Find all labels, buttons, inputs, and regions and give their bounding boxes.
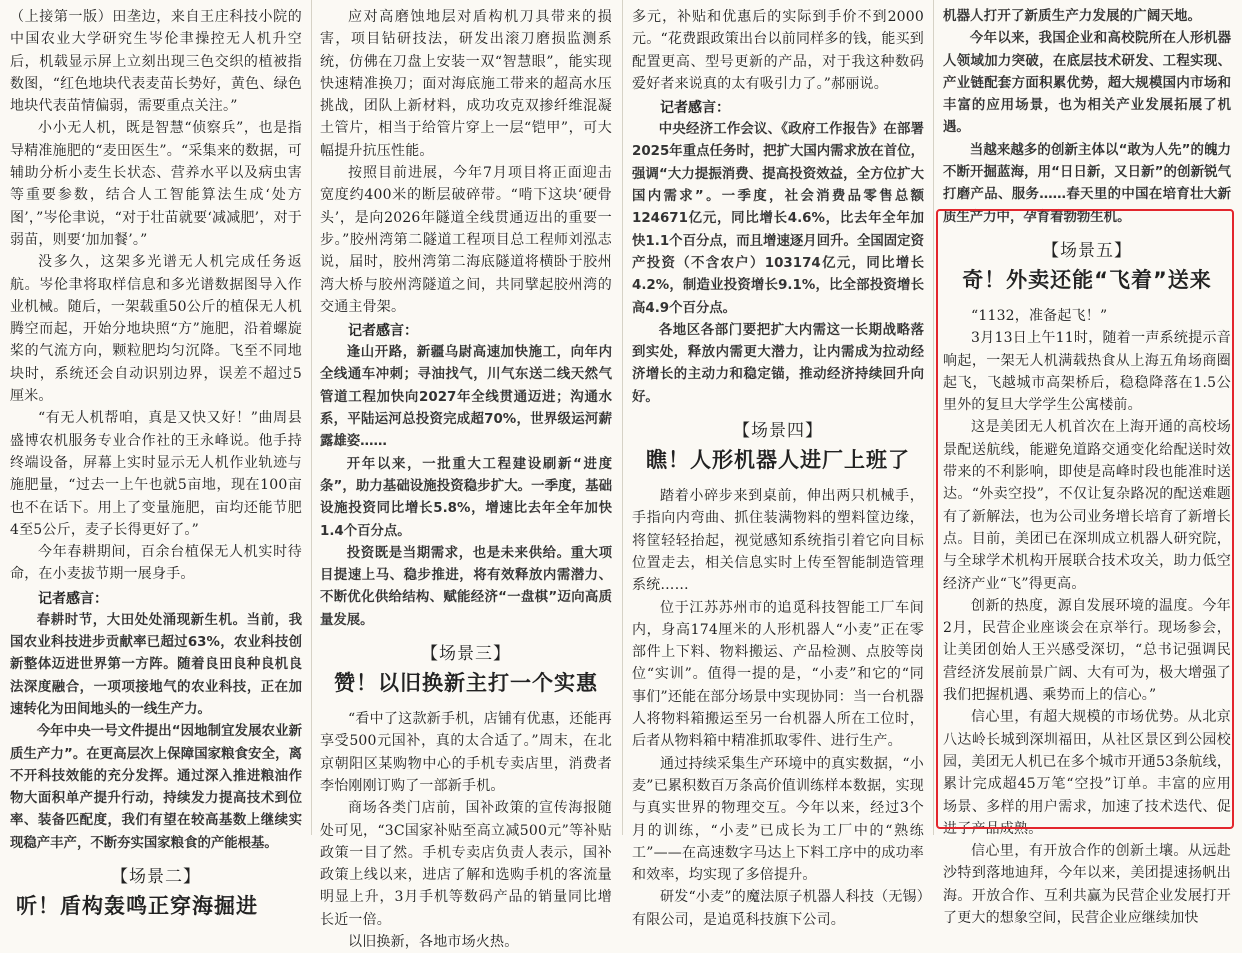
reporter-note-paragraph: 投资既是当期需求，也是未来供给。重大项目提速上马、稳步推进，将有效释放内需潜力、不断优化供给结构、赋能经济“一盘棋”迈向高质量发展。 xyxy=(320,545,612,628)
column-4 xyxy=(943,6,1232,926)
article-paragraph: 应对高磨蚀地层对盾构机刀具带来的损害，项目钻研技法，研发出滚刀磨损监测系统，仿佛在刀盘上安装一双“智慧眼”，能实现快速精准换刀；面对海底施工带来的超高水压挑战，团队上新材料，成功攻克双掺纤维混凝土管片，相当于给管片穿上一层“铠甲”，可大幅提升抗压性能。 xyxy=(320,9,612,159)
scene-label: 【场景五】 xyxy=(1042,240,1132,261)
scene-label: 【场景三】 xyxy=(421,644,511,665)
scene-title: 听！盾构轰鸣正穿海掘进 xyxy=(16,893,258,918)
article-paragraph: 按照目前进展，今年7月项目将正面迎击宽度约400米的断层破碎带。“啃下这块‘硬骨头’，是向2026年隧道全线贯通迈出的重要一步。”胶州湾第二隧道工程项目总工程师刘泓志说，届时，胶州湾第二海底隧道将横卧于胶州湾大桥与胶州湾隧道之间，共同擘起胶州湾的交通主骨架。 xyxy=(320,165,612,315)
article-paragraph: “看中了这款新手机，店铺有优惠，还能再享受500元国补，真的太合适了。”周末，在北京朝阳区某购物中心的手机专卖店里，消费者李怡刚刚订购了一部新手机。 xyxy=(320,711,612,794)
article-paragraph: 位于江苏苏州市的追觅科技智能工厂车间内，身高174厘米的人形机器人“小麦”正在零部件上下料、物料搬运、产品检测、点胶等岗位“实训”。值得一提的是，“小麦”和它的“同事们”还能在部分场景中实现协同：当一台机器人将物料箱搬运至另一台机器人所在工位时，后者从物料箱中精准抓取零件、进行生产。 xyxy=(632,599,924,750)
article-paragraph: 创新的热度，源自发展环境的温度。今年2月，民营企业座谈会在京举行。现场参会，让美团创始人王兴感受深切，“总书记强调民营经济发展前景广阔、大有可为，极大增强了我们把握机遇、乘势而上的信心。” xyxy=(943,597,1231,704)
article-paragraph: 3月13日上午11时，随着一声系统提示音响起，一架无人机满载热食从上海五角场商圈起飞，飞越城市高架桥后，稳稳降落在1.5公里外的复旦大学学生公寓楼前。 xyxy=(943,330,1231,414)
column-divider xyxy=(622,0,623,835)
scene-title: 奇！外卖还能“飞着”送来 xyxy=(962,267,1212,292)
reporter-note-label: 记者感言： xyxy=(38,590,108,607)
column-divider xyxy=(933,0,934,835)
article-paragraph: （上接第一版）田垄边，来自王庄科技小院的中国农业大学研究生岑伦聿操控无人机升空后，机载显示屏上立刻出现三色交织的植被指数图，“红色地块代表麦苗长势好，黄色、绿色地块代表苗情偏弱，需要重点关注。” xyxy=(10,9,302,115)
article-paragraph: 这是美团无人机首次在上海开通的高校场景配送航线，能避免道路交通变化给配送时效带来的不利影响，即使是高峰时段也能准时送达。“外卖空投”，不仅让复杂路况的配送难题有了新解法，也为公司业务增长培育了新增长点。目前，美团已在深圳成立机器人研究院，与全球学术机构开展联合技术攻关，助力低空经济产业“飞”得更高。 xyxy=(943,419,1231,592)
reporter-note-paragraph: 开年以来，一批重大工程建设刷新“进度条”，助力基础设施投资稳步扩大。一季度，基础设施投资同比增长5.8%，增速比去年全年加快1.4个百分点。 xyxy=(320,456,612,539)
reporter-note-paragraph: 春耕时节，大田处处涌现新生机。当前，我国农业科技进步贡献率已超过63%，农业科技创新整体迈进世界第一方阵。随着良田良种良机良法深度融合，一项项接地气的农业科技，正在加速转化为田间地头的一线生产力。 xyxy=(10,612,302,717)
article-paragraph: 信心里，有开放合作的创新土壤。从远赴沙特到落地迪拜，今年以来，美团提速扬帆出海。开放合作、互利共赢为民营企业发展打开了更大的想象空间，民营企业应继续加快 xyxy=(943,843,1231,926)
reporter-note-label: 记者感言： xyxy=(660,100,730,117)
scene-title: 赞！以旧换新主打一个实惠 xyxy=(334,671,598,696)
article-paragraph: 多元，补贴和优惠后的实际到手价不到2000元。“花费跟政策出台以前同样多的钱，能买到配置更高、型号更新的产品，对于我这种数码爱好者来说真的太有吸引力了。”郝丽说。 xyxy=(632,9,924,92)
reporter-note-paragraph: 各地区各部门要把扩大内需这一长期战略落到实处，释放内需更大潜力，让内需成为拉动经济增长的主动力和稳定锚，推动经济持续回升向好。 xyxy=(632,322,924,405)
reporter-note-paragraph: 中央经济工作会议、《政府工作报告》在部署2025年重点任务时，把扩大国内需求放在首位，强调“大力提振消费、提高投资效益，全方位扩大国内需求”。一季度，社会消费品零售总额124671亿元，同比增长4.6%，比去年全年加快1.1个百分点，而且增速逐月回升。全国固定资产投资（不含农户）103174亿元，同比增长4.2%，制造业投资增长9.1%，比全部投资增长高4.9个百分点。 xyxy=(632,122,924,316)
article-paragraph: “1132，准备起飞！” xyxy=(971,307,1108,324)
article-paragraph: 今年春耕期间，百余台植保无人机实时待命，在小麦拔节期一展身手。 xyxy=(10,544,302,583)
column-divider xyxy=(311,0,312,835)
reporter-note-paragraph: 今年以来，我国企业和高校院所在人形机器人领域加力突破，在底层技术研发、工程实现、产业链配套方面积累优势，超大规模国内市场和丰富的应用场景，也为相关产业发展拓展了机遇。 xyxy=(943,31,1231,136)
article-paragraph: “有无人机帮咱，真是又快又好！”曲周县盛博农机服务专业合作社的王永峰说。他手持终端设备，屏幕上实时显示无人机作业轨迹与施肥量，“过去一上午也就5亩地，现在100亩也不在话下。用上了变量施肥，亩均还能节肥4至5公斤，麦子长得更好了。” xyxy=(10,410,302,538)
article-paragraph: 通过持续采集生产环境中的真实数据，“小麦”已累积数百万条高价值训练样本数据，实现与真实世界的物理交互。今年以来，经过3个月的训练，“小麦”已成长为工厂中的“熟练工”——在高速数字马达上下料工序中的成功率和效率，均实现了多倍提升。 xyxy=(632,755,924,884)
article-paragraph: 没多久，这架多光谱无人机完成任务返航。岑伦聿将取样信息和多光谱数据图导入作业机械。随后，一架载重50公斤的植保无人机腾空而起，开始分地块照“方”施肥，沿着螺旋桨的气流方向，颗粒肥均匀沉降。飞至不同地块时，系统还会自动识别边界，误差不超过5厘米。 xyxy=(10,254,302,405)
article-paragraph: 以旧换新，各地市场火热。 xyxy=(348,933,519,950)
reporter-note-paragraph: 今年中央一号文件提出“因地制宜发展农业新质生产力”。在更高层次上保障国家粮食安全，离不开科技效能的充分发挥。通过深入推进粮油作物大面积单产提升行动，持续发力提高技术到位率、装备匹配度，我们有望在较高基数上继续实现稳产丰产，不断夯实国家粮食的产能根基。 xyxy=(10,724,302,851)
scene-label: 【场景四】 xyxy=(733,421,823,442)
column-3 xyxy=(632,6,924,928)
article-paragraph: 研发“小麦”的魔法原子机器人科技（无锡）有限公司，是追觅科技旗下公司。 xyxy=(632,889,924,928)
reporter-note-paragraph: 当越来越多的创新主体以“敢为人先”的魄力不断开掘蓝海，用“日日新，又日新”的创新锐气打磨产品、服务……春天里的中国在培育壮大新质生产力中，孕育着勃勃生机。 xyxy=(943,142,1231,225)
reporter-note-paragraph: 机器人打开了新质生产力发展的广阔天地。 xyxy=(943,9,1202,24)
scene-label: 【场景二】 xyxy=(111,866,201,887)
column-2 xyxy=(320,6,612,950)
article-paragraph: 信心里，有超大规模的市场优势。从北京八达岭长城到深圳福田，从社区景区到公园校园，美团无人机已在多个城市开通53条航线，累计完成超45万笔“空投”订单。丰富的应用场景、多样的用户需求，加速了技术迭代、促进了产品成熟。 xyxy=(943,709,1232,837)
column-1 xyxy=(10,6,302,918)
article-paragraph: 小小无人机，既是智慧“侦察兵”，也是指导精准施肥的“麦田医生”。“采集来的数据，可辅助分析小麦生长状态、营养水平以及病虫害等重要参数，结合人工智能算法生成‘处方图’，”岑伦聿说，“对于壮苗就要‘减减肥’，对于弱苗，则要‘加加餐’。” xyxy=(10,120,302,248)
reporter-note-paragraph: 逢山开路，新疆乌尉高速加快施工，向年内全线通车冲刺；寻油找气，川气东送二线天然气管道工程加快向2027年全线贯通迈进；沟通水系，平陆运河总投资完成超70%，世界级运河薪露雄姿…… xyxy=(320,345,612,450)
reporter-note-label: 记者感言： xyxy=(348,323,418,340)
article-paragraph: 踏着小碎步来到桌前，伸出两只机械手，手指向内弯曲、抓住装满物料的塑料筐边缘，将筐轻轻抬起，视觉感知系统指引着它向目标位置走去，相关信息实时上传至智能制造管理系统…… xyxy=(632,488,924,594)
scene-title: 瞧！人形机器人进厂上班了 xyxy=(646,448,910,473)
article-paragraph: 商场各类门店前，国补政策的宣传海报随处可见，“3C国家补贴至高立减500元”等补贴政策一目了然。手机专卖店负责人表示，国补政策上线以来，进店了解和选购手机的客流量明显上升，3月手机等数码产品的销量同比增长近一倍。 xyxy=(320,800,612,928)
